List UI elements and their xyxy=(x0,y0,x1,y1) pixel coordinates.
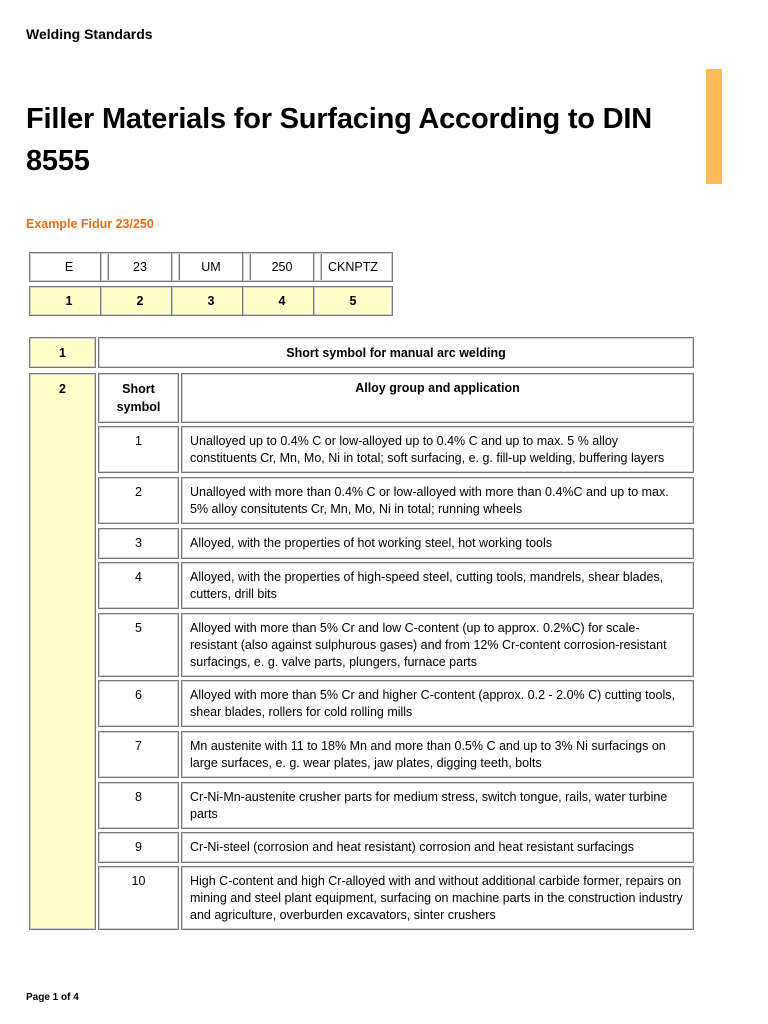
column-header-alloy-group: Alloy group and application xyxy=(181,373,694,423)
example-code-cell: UM xyxy=(171,252,251,282)
table-cell-description: Alloyed with more than 5% Cr and low C-content (up to approx. 0.2%C) for scale-resistant (also against sulphurous gases) and from 12% Cr-content corrosion-resistant surfacings, e. g. valve parts, plungers, furnace parts xyxy=(181,613,694,677)
table-cell-description: Unalloyed with more than 0.4% C or low-alloyed with more than 0.4%C and up to max. 5% alloy consitutents Cr, Mn, Mo, Ni in total; running wheels xyxy=(181,477,694,524)
table-cell-symbol: 8 xyxy=(98,782,179,829)
table-cell-description: High C-content and high Cr-alloyed with and without additional carbide former, repairs on mining and steel plant equipment, surfacing on machine parts in the construction industry and agriculture, overburden excavators, sinter crushers xyxy=(181,866,694,930)
accent-bar xyxy=(706,69,722,184)
example-position-cell: 3 xyxy=(171,286,251,316)
table-cell-symbol: 5 xyxy=(98,613,179,677)
table-cell-description: Alloyed with more than 5% Cr and higher C-content (approx. 0.2 - 2.0% C) cutting tools, shear blades, rollers for cold rolling mills xyxy=(181,680,694,727)
table-cell-symbol: 7 xyxy=(98,731,179,778)
example-code-cell: 23 xyxy=(100,252,180,282)
row1-number: 1 xyxy=(29,337,96,368)
example-code-cell: 250 xyxy=(242,252,322,282)
row2-number: 2 xyxy=(29,373,96,930)
example-code-cell: CKNPTZ xyxy=(313,252,393,282)
table-cell-description: Alloyed, with the properties of high-speed steel, cutting tools, mandrels, shear blades, cutters, drill bits xyxy=(181,562,694,609)
table-cell-symbol: 2 xyxy=(98,477,179,524)
table-cell-symbol: 9 xyxy=(98,832,179,863)
example-label: Example Fidur 23/250 xyxy=(26,217,154,231)
table-cell-description: Cr-Ni-steel (corrosion and heat resistant) corrosion and heat resistant surfacings xyxy=(181,832,694,863)
table-cell-description: Mn austenite with 11 to 18% Mn and more than 0.5% C and up to 3% Ni surfacings on large surfaces, e. g. wear plates, jaw plates, digging teeth, bolts xyxy=(181,731,694,778)
table-cell-symbol: 1 xyxy=(98,426,179,473)
table-cell-symbol: 6 xyxy=(98,680,179,727)
example-position-cell: 1 xyxy=(29,286,109,316)
example-position-cell: 2 xyxy=(100,286,180,316)
document-header: Welding Standards xyxy=(26,26,153,42)
example-position-cell: 4 xyxy=(242,286,322,316)
table-cell-symbol: 3 xyxy=(98,528,179,559)
table-cell-symbol: 10 xyxy=(98,866,179,930)
table-cell-description: Alloyed, with the properties of hot working steel, hot working tools xyxy=(181,528,694,559)
page-title: Filler Materials for Surfacing According to DIN 8555 xyxy=(26,103,653,177)
table-cell-description: Unalloyed up to 0.4% C or low-alloyed up to 0.4% C and up to max. 5 % alloy constituents Cr, Mn, Mo, Ni in total; soft surfacing, e. g. fill-up welding, buffering layers xyxy=(181,426,694,473)
page-number: Page 1 of 4 xyxy=(26,992,79,1003)
example-code-cell: E xyxy=(29,252,109,282)
column-header-short-symbol: Short symbol xyxy=(98,373,179,423)
example-code-row xyxy=(29,252,393,282)
table-cell-description: Cr-Ni-Mn-austenite crusher parts for medium stress, switch tongue, rails, water turbine parts xyxy=(181,782,694,829)
example-position-cell: 5 xyxy=(313,286,393,316)
row1-description: Short symbol for manual arc welding xyxy=(98,337,694,368)
example-position-row xyxy=(29,286,393,316)
table-cell-symbol: 4 xyxy=(98,562,179,609)
